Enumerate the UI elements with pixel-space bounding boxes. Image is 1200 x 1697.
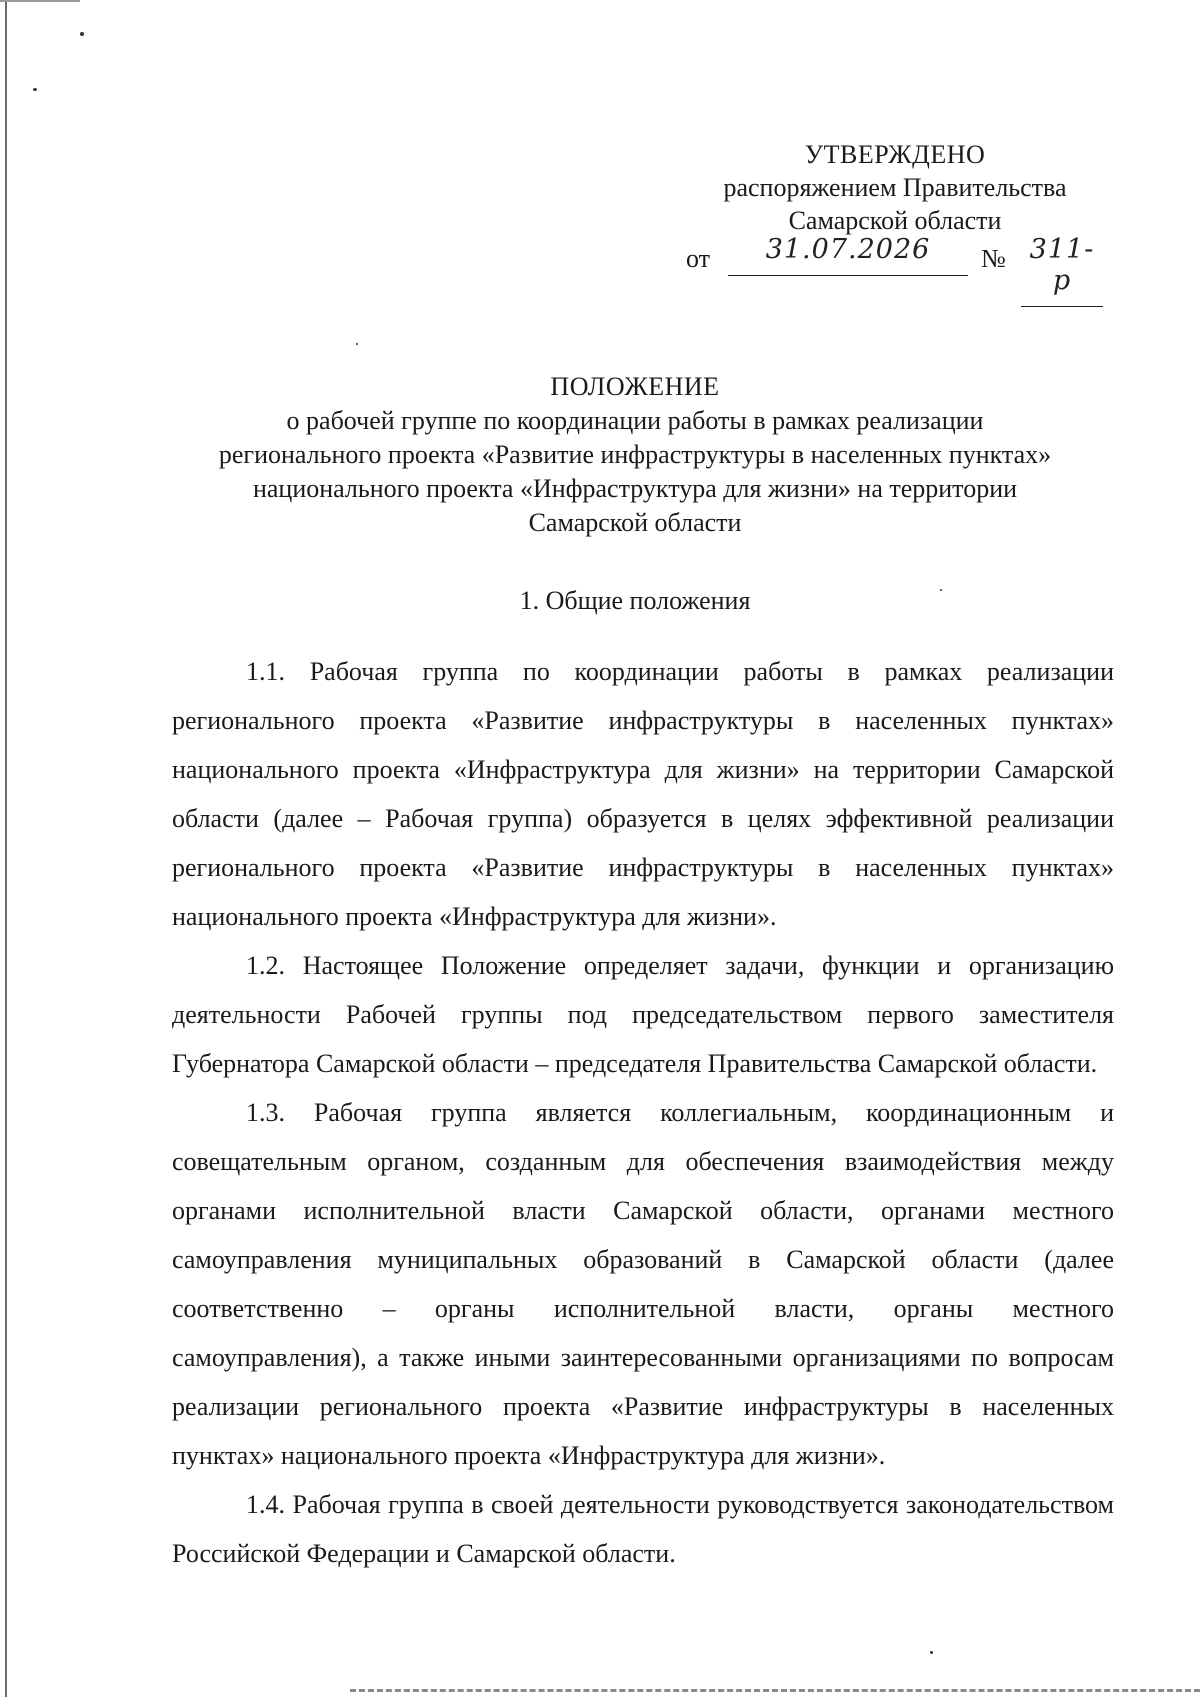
- approval-date-number-line: [686, 234, 1106, 296]
- section-body: [172, 647, 1114, 1578]
- scan-speck: [33, 88, 37, 91]
- document-subtitle-line: о рабочей группе по координации работы в рамках реализации: [286, 406, 984, 435]
- document-title-block: [160, 370, 1110, 540]
- scan-bottom-dashes: [350, 1689, 1200, 1695]
- paragraph: 1.3. Рабочая группа является коллегиальным, координационным и совещательным органом, созданным для обеспечения взаимодействия между органами исполнительной власти Самарской области, органами местного самоуправления муниципальных образований в Самарской области (далее соответственно – органы исполнительной власти, органы местного самоуправления), а также иными заинтересованными организациями по вопросам реализации регионального проекта «Развитие инфраструктуры в населенных пунктах» национального проекта «Инфраструктура для жизни».: [172, 1098, 1114, 1470]
- scan-speck: [356, 343, 358, 345]
- number-value-field: [1021, 234, 1103, 307]
- scan-left-edge: [0, 0, 7, 1697]
- scan-speck: [930, 1651, 933, 1654]
- document-title: ПОЛОЖЕНИЕ: [550, 372, 720, 401]
- document-subtitle-line: Самарской области: [528, 508, 742, 537]
- approval-stamp-block: [680, 138, 1110, 237]
- paragraph: 1.1. Рабочая группа по координации работы в рамках реализации регионального проекта «Развитие инфраструктуры в населенных пунктах» национального проекта «Инфраструктура для жизни» на территории Самарской области (далее – Рабочая группа) образуется в целях эффективной реализации регионального проекта «Развитие инфраструктуры в населенных пунктах» национального проекта «Инфраструктура для жизни».: [172, 657, 1114, 931]
- section-heading: 1. Общие положения: [519, 586, 751, 615]
- paragraph: 1.4. Рабочая группа в своей деятельности руководствуется законодательством Российской Федерации и Самарской области.: [172, 1490, 1114, 1568]
- number-prefix: №: [981, 244, 1006, 273]
- document-subtitle-line: регионального проекта «Развитие инфраструктуры в населенных пунктах»: [218, 440, 1052, 469]
- date-prefix: от: [686, 244, 711, 273]
- paragraph: 1.2. Настоящее Положение определяет задачи, функции и организацию деятельности Рабочей группы под председательством первого заместителя Губернатора Самарской области – председателя Правительства Самарской области.: [172, 951, 1114, 1078]
- approval-issuer: распоряжением Правительства: [723, 173, 1067, 202]
- scan-top-mark: [0, 0, 80, 2]
- document-subtitle-line: национального проекта «Инфраструктура для жизни» на территории: [252, 474, 1018, 503]
- date-value-field: [728, 234, 968, 276]
- scan-speck: [80, 32, 84, 36]
- handwritten-date: 31.07.2026: [765, 234, 931, 265]
- approval-title: УТВЕРЖДЕНО: [804, 140, 986, 169]
- approval-region: Самарской области: [788, 206, 1002, 235]
- handwritten-number: 311-р: [1029, 234, 1095, 296]
